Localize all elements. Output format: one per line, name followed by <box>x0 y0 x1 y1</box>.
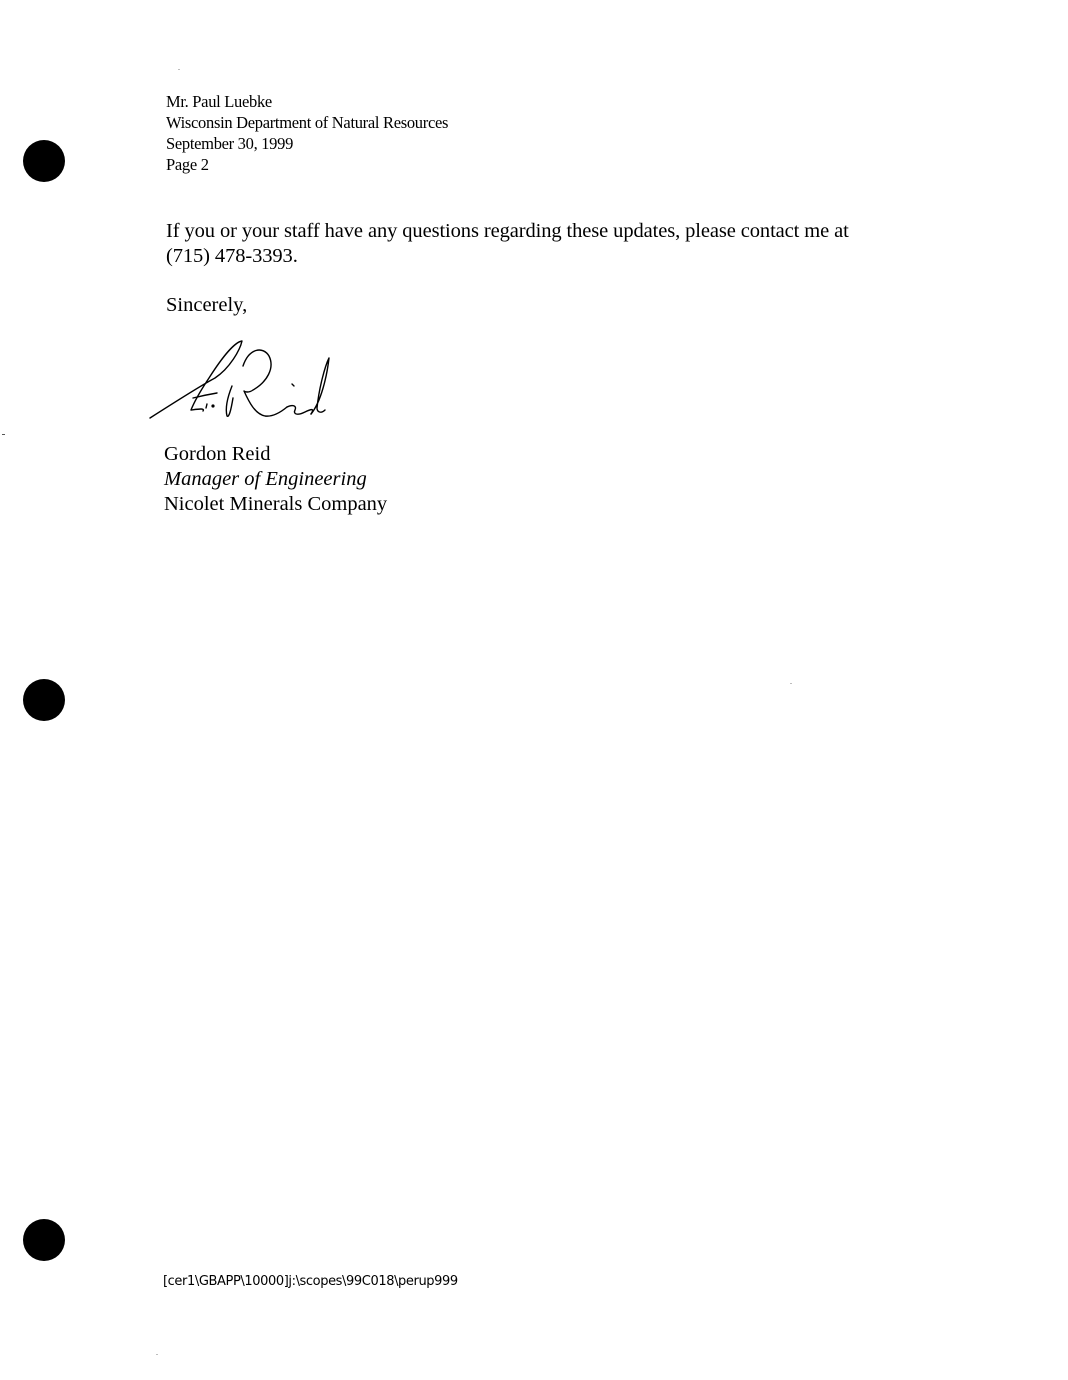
signer-company: Nicolet Minerals Company <box>164 493 388 515</box>
letter-date: September 30, 1999 <box>166 134 294 153</box>
scan-speck <box>156 1354 158 1355</box>
page-number: Page 2 <box>166 155 209 174</box>
body-paragraph <box>166 219 906 269</box>
handwritten-signature <box>145 336 340 426</box>
scan-speck <box>178 69 180 70</box>
letter-header <box>166 91 448 175</box>
signer-title: Manager of Engineering <box>164 468 367 490</box>
scan-speck <box>790 683 792 684</box>
binder-hole-middle <box>23 679 65 721</box>
body-line: If you or your staff have any questions regarding these updates, please contact me at <box>166 220 849 242</box>
body-line: (715) 478-3393. <box>166 245 298 267</box>
signer-name: Gordon Reid <box>164 443 271 465</box>
recipient-name: Mr. Paul Luebke <box>166 92 272 111</box>
document-file-path: [cer1\GBAPP\10000]j:\scopes\99C018\perup999 <box>163 1274 458 1289</box>
binder-hole-bottom <box>23 1219 65 1261</box>
scan-speck <box>2 434 5 435</box>
recipient-organization: Wisconsin Department of Natural Resources <box>166 113 449 132</box>
signature-block <box>164 442 387 517</box>
binder-hole-top <box>23 140 65 182</box>
closing-salutation: Sincerely, <box>166 294 248 316</box>
